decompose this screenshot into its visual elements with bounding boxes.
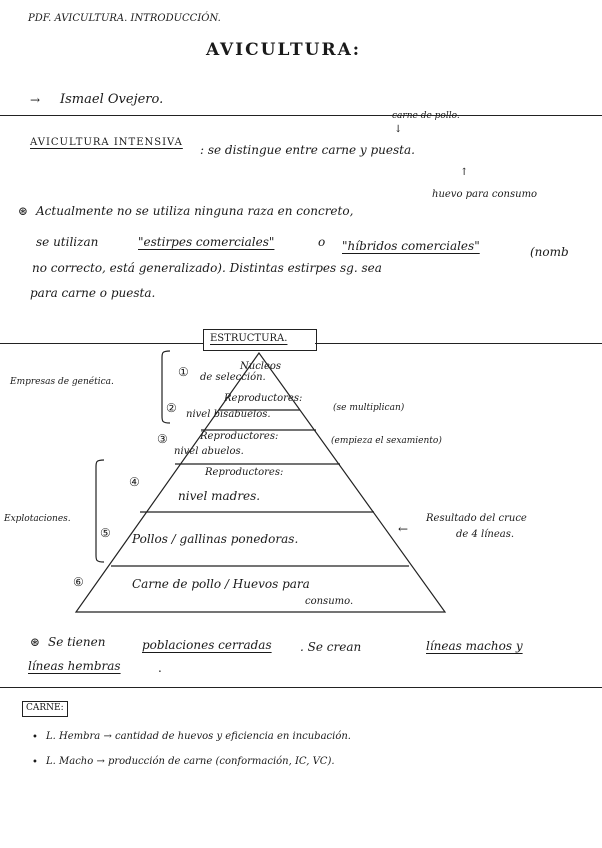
paragraph2-c: . Se crean	[300, 640, 362, 654]
paragraph1-line2-e: (nomb	[530, 245, 569, 259]
carne-item-1-bullet: •	[32, 732, 38, 743]
section-divider-3	[0, 687, 602, 688]
carne-down-arrow: ↓	[394, 124, 403, 135]
carne-note: carne de pollo.	[392, 111, 460, 121]
paragraph1-line2-c: o	[318, 235, 326, 249]
carne-item-2: L. Macho → producción de carne (conformación, IC, VC).	[46, 756, 335, 767]
empresas-genetica-label: Empresas de genética.	[10, 377, 114, 387]
level-4-text1: Reproductores:	[205, 467, 284, 478]
level-1-text2: de selección.	[200, 372, 266, 383]
carne-item-2-bullet: •	[32, 757, 38, 768]
hibridos-comerciales: "híbridos comerciales"	[342, 239, 480, 253]
paragraph1-line1: Actualmente no se utiliza ninguna raza en concreto,	[36, 204, 354, 218]
result-arrow: ←	[398, 522, 409, 536]
level-1-number: ①	[178, 365, 189, 379]
paragraph2-bullet: ⊛	[30, 635, 41, 649]
explotaciones-brace	[96, 460, 104, 562]
level-3-text2: nivel abuelos.	[174, 446, 244, 457]
paragraph2-a: Se tienen	[48, 635, 106, 649]
page-title: AVICULTURA:	[206, 40, 362, 60]
document-header: PDF. AVICULTURA. INTRODUCCIÓN.	[28, 13, 221, 24]
level-4-number: ④	[129, 475, 140, 489]
puesta-up-arrow: ↑	[460, 167, 469, 178]
result-note-line1: Resultado del cruce	[426, 513, 527, 524]
level-6-text1: Carne de pollo / Huevos para	[132, 577, 310, 591]
level-6-text2: consumo.	[305, 596, 354, 607]
level-1-text1: Núcleos	[240, 361, 282, 372]
level-6-number: ⑥	[73, 575, 84, 589]
author-arrow: →	[30, 93, 41, 107]
explotaciones-label: Explotaciones.	[4, 514, 71, 524]
carne-label: CARNE:	[26, 703, 64, 713]
intensiva-text: : se distingue entre carne y puesta.	[200, 143, 415, 157]
estructura-label: ESTRUCTURA.	[210, 333, 288, 344]
level-3-number: ③	[157, 432, 168, 446]
paragraph1-line4: para carne o puesta.	[30, 286, 156, 300]
level-2-note: (se multiplican)	[333, 403, 405, 413]
paragraph2-f: .	[158, 661, 162, 675]
level-4-text2: nivel madres.	[178, 489, 261, 503]
poblaciones-cerradas: poblaciones cerradas	[142, 638, 272, 652]
paragraph1-bullet: ⊛	[18, 204, 29, 218]
estirpes-comerciales: "estirpes comerciales"	[138, 235, 275, 249]
level-2-number: ②	[166, 401, 177, 415]
level-5-number: ⑤	[100, 526, 111, 540]
level-2-text1: Reproductores:	[224, 393, 303, 404]
intensiva-heading: AVICULTURA INTENSIVA	[30, 137, 183, 148]
level-5-text1: Pollos / gallinas ponedoras.	[132, 532, 299, 546]
carne-item-1: L. Hembra → cantidad de huevos y eficiencia en incubación.	[46, 731, 351, 742]
lineas-hembras: líneas hembras	[28, 659, 121, 673]
paragraph1-line3: no correcto, está generalizado). Distintas estirpes sg. sea	[32, 261, 382, 275]
lineas-machos: líneas machos y	[426, 639, 523, 653]
author-name: Ismael Ovejero.	[60, 92, 164, 107]
result-note-line2: de 4 líneas.	[456, 529, 515, 540]
level-3-note: (empieza el sexamiento)	[331, 436, 442, 446]
puesta-note: huevo para consumo	[432, 189, 538, 200]
level-2-text2: nivel bisabuelos.	[186, 409, 271, 420]
level-3-text1: Reproductores:	[200, 431, 279, 442]
paragraph1-line2-a: se utilizan	[36, 235, 99, 249]
